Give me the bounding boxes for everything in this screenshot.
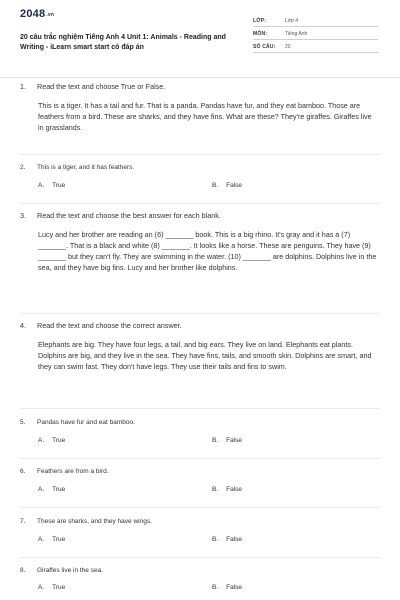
reading-passage: Lucy and her brother are reading an (6) _______ book. This is a big rhino. It's gray and it has a (7) _______. That is a black and white (8) _______. It looks like a horse. These are penguins. They have (9) _______ but they can't fly. They are swimming in the water. (10) _______ are dolphins. Dolphins live in the sea, and they have big fins. Lucy and her brother like dolphins. (38, 230, 377, 272)
question-number: 4. (20, 321, 26, 330)
meta-grade-value: Lớp 4 (285, 18, 299, 24)
question-4 (20, 321, 380, 372)
option-a[interactable]: A. True (38, 437, 66, 444)
option-b[interactable]: B. False (212, 437, 243, 444)
option-a[interactable]: A. True (38, 536, 66, 543)
reading-passage: Elephants are big. They have four legs, a tail, and big ears. They live on land. Elephants eat plants. Dolphins are big, and they live in the sea. They have fins, tails, and smooth skin. Dolphins are smart, and they can swim fast. They don't have legs. They use their tails and fins to swim. (38, 340, 372, 371)
question-5 (20, 418, 380, 449)
question-number: 5. (20, 419, 26, 426)
question-prompt: Feathers are from a bird. (37, 468, 109, 475)
question-prompt: These are sharks, and they have wings. (37, 518, 152, 525)
option-b[interactable]: B. False (212, 536, 243, 543)
divider (20, 408, 380, 409)
divider (20, 507, 380, 508)
question-prompt: Read the text and choose the correct answer. (37, 321, 182, 330)
meta-count-label: SỐ CÂU: (253, 44, 276, 50)
document-title: 20 câu trắc nghiệm Tiếng Anh 4 Unit 1: Animals - Reading and Writing - iLearn smart start có đáp án (20, 34, 226, 51)
meta-count-value: 20 (285, 44, 291, 50)
question-number: 6. (20, 468, 26, 475)
meta-subject-value: Tiếng Anh (285, 31, 308, 37)
option-b[interactable]: B. False (212, 584, 243, 591)
divider (20, 557, 380, 558)
option-b[interactable]: B. False (212, 486, 243, 493)
question-6 (20, 467, 380, 498)
meta-subject (253, 28, 378, 40)
question-prompt: This is a tiger, and it has feathers. (37, 164, 135, 171)
question-2 (20, 163, 380, 194)
meta-grade-label: LỚP: (253, 18, 267, 24)
option-a[interactable]: A. True (38, 182, 66, 189)
page-header (0, 0, 400, 78)
question-8 (20, 566, 380, 596)
question-prompt: Read the text and choose the best answer for each blank. (37, 211, 221, 220)
meta-subject-label: MÔN: (253, 31, 268, 37)
option-a[interactable]: A. True (38, 486, 66, 493)
option-a[interactable]: A. True (38, 584, 66, 591)
option-b[interactable]: B. False (212, 182, 243, 189)
question-prompt: Read the text and choose True or False. (37, 82, 166, 91)
question-3 (20, 211, 380, 273)
question-number: 1. (20, 82, 26, 91)
question-prompt: Giraffes live in the sea. (37, 567, 103, 574)
divider (20, 458, 380, 459)
question-number: 3. (20, 211, 26, 220)
question-number: 8. (20, 567, 26, 574)
question-number: 2. (20, 164, 26, 171)
reading-passage: This is a tiger. It has a tail and fur. That is a panda. Pandas have fur, and they eat bamboo. Those are feathers from a bird. These are sharks, and they have fins. What are these? They're giraffes. Giraffes live in grasslands. (38, 101, 372, 132)
divider (20, 154, 380, 155)
question-1 (20, 82, 380, 133)
meta-count (253, 41, 378, 53)
question-prompt: Pandas have fur and eat bamboo. (37, 419, 135, 426)
divider (20, 313, 380, 314)
question-7 (20, 517, 380, 548)
site-logo[interactable]: $2048^{.vn}$ (20, 8, 55, 20)
meta-grade (253, 15, 378, 27)
divider (20, 203, 380, 204)
question-number: 7. (20, 518, 26, 525)
